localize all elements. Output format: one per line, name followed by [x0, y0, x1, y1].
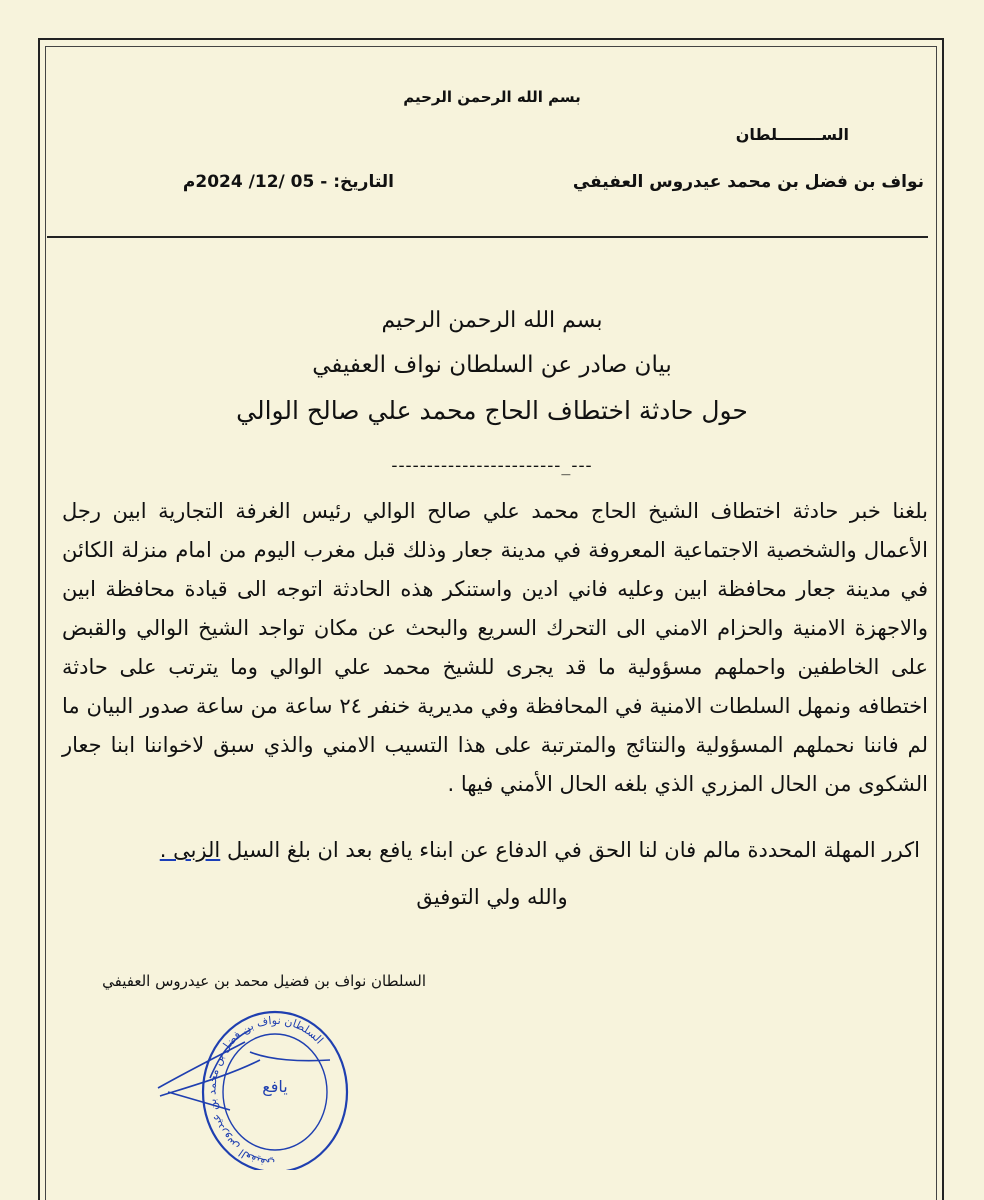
statement-subject: حول حادثة اختطاف الحاج محمد علي صالح الوالي [236, 396, 748, 425]
body-paragraph: بلغنا خبر حادثة اختطاف الشيخ الحاج محمد علي صالح الوالي رئيس الغرفة التجارية ابين رجل الأعمال والشخصية الاجتماعية المعروفة في مدينة جعار وذلك قبل مغرب اليوم من امام منزلة الكائن في مدينة جعار محافظة ابين وعليه فاني ادين واستنكر هذه الحادثة اتوجه الى قيادة محافظة ابين والاجهزة الامنية والحزام الامني الى التحرك السريع والبحث عن مكان تواجد الشيخ الوالي والقبض على الخاطفين واحملهم مسؤولية ما قد يجرى للشيخ محمد علي الوالي وما يترتب على حادثة اختطافه ونمهل السلطات الامنية في المحافظة وفي مديرية خنفر ٢٤ ساعة من ساعة صدور البيان ما لم فاننا نحملهم المسؤولية والنتائج والمترتبة على هذا التسيب الامني والذي سبق لاخواننا ابنا جعار الشكوى من الحال المزري الذي بلغه الحال الأمني فيها . [62, 499, 928, 796]
statement-basmala: بسم الله الرحمن الرحيم [381, 308, 603, 333]
stamp-ring-text: السلطان نواف بن فضل بن محمد بن عيدروس العفيفي [205, 1013, 326, 1170]
statement-heading: بيان صادر عن السلطان نواف العفيفي [312, 352, 672, 378]
stamp-center-text: يافع [262, 1077, 288, 1096]
letterhead-title: الســــــــلطان [735, 125, 849, 144]
letterhead-name: نواف بن فضل بن محمد عيدروس العفيفي [572, 172, 924, 192]
letterhead-basmala: بسم الله الرحمن الرحيم [403, 88, 581, 106]
letterhead-divider [47, 236, 928, 238]
signature-name: السلطان نواف بن فضيل محمد بن عيدروس العفيفي [102, 972, 426, 990]
warning-underlined: الزبى . [159, 838, 221, 862]
letterhead-date: التاريخ: - 05 /12/ 2024م [182, 172, 394, 192]
seal-stamp [150, 1000, 360, 1170]
statement-body [62, 492, 928, 804]
warning-text: اكرر المهلة المحددة مالم فان لنا الحق في الدفاع عن ابناء يافع بعد ان بلغ السيل [226, 838, 920, 862]
closing-line: والله ولي التوفيق [416, 885, 568, 909]
statement-separator: ------------------------_--- [391, 455, 593, 476]
signature-scribble [158, 1030, 330, 1110]
warning-line [160, 838, 920, 862]
